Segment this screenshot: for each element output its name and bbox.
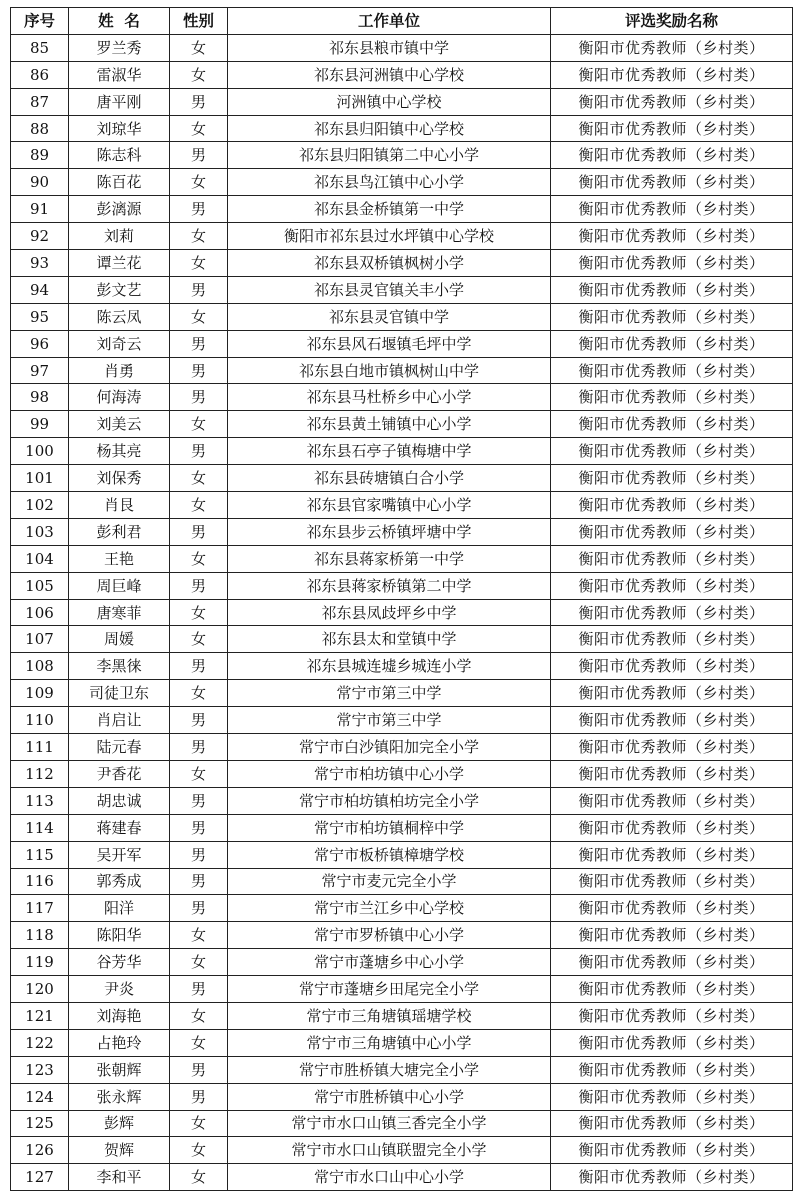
gender-cell: 女 xyxy=(170,1164,228,1191)
gender-cell: 女 xyxy=(170,169,228,196)
table-row xyxy=(11,1164,793,1191)
work-unit-cell: 常宁市罗桥镇中心小学 xyxy=(228,922,551,949)
table-row xyxy=(11,1137,793,1164)
gender-cell: 男 xyxy=(170,707,228,734)
work-unit-cell: 祁东县蒋家桥第一中学 xyxy=(228,545,551,572)
gender-cell: 男 xyxy=(170,357,228,384)
table-row xyxy=(11,196,793,223)
work-unit-cell: 常宁市第三中学 xyxy=(228,707,551,734)
table-row xyxy=(11,949,793,976)
gender-cell: 女 xyxy=(170,1029,228,1056)
award-name-cell: 衡阳市优秀教师（乡村类） xyxy=(551,545,793,572)
gender-cell: 女 xyxy=(170,61,228,88)
name-cell: 肖勇 xyxy=(69,357,170,384)
table-row xyxy=(11,895,793,922)
award-name-cell: 衡阳市优秀教师（乡村类） xyxy=(551,384,793,411)
award-name-cell: 衡阳市优秀教师（乡村类） xyxy=(551,707,793,734)
gender-cell: 女 xyxy=(170,1110,228,1137)
serial-number-cell: 116 xyxy=(11,868,69,895)
name-cell: 罗兰秀 xyxy=(69,34,170,61)
name-cell: 张永辉 xyxy=(69,1083,170,1110)
serial-number-cell: 106 xyxy=(11,599,69,626)
work-unit-cell: 常宁市水口山镇联盟完全小学 xyxy=(228,1137,551,1164)
serial-number-cell: 107 xyxy=(11,626,69,653)
serial-number-cell: 105 xyxy=(11,572,69,599)
serial-number-cell: 111 xyxy=(11,734,69,761)
work-unit-cell: 常宁市白沙镇阳加完全小学 xyxy=(228,734,551,761)
name-cell: 陆元春 xyxy=(69,734,170,761)
table-row xyxy=(11,357,793,384)
serial-number-cell: 94 xyxy=(11,276,69,303)
serial-number-cell: 109 xyxy=(11,680,69,707)
award-name-cell: 衡阳市优秀教师（乡村类） xyxy=(551,330,793,357)
work-unit-cell: 常宁市三角塘镇中心小学 xyxy=(228,1029,551,1056)
table-row xyxy=(11,1083,793,1110)
work-unit-cell: 祁东县灵官镇中学 xyxy=(228,303,551,330)
name-cell: 刘保秀 xyxy=(69,465,170,492)
serial-number-cell: 124 xyxy=(11,1083,69,1110)
award-name-cell: 衡阳市优秀教师（乡村类） xyxy=(551,814,793,841)
award-name-cell: 衡阳市优秀教师（乡村类） xyxy=(551,303,793,330)
name-cell: 尹香花 xyxy=(69,760,170,787)
name-cell: 周巨峰 xyxy=(69,572,170,599)
award-name-cell: 衡阳市优秀教师（乡村类） xyxy=(551,976,793,1003)
award-name-cell: 衡阳市优秀教师（乡村类） xyxy=(551,115,793,142)
name-cell: 张朝辉 xyxy=(69,1056,170,1083)
award-name-cell: 衡阳市优秀教师（乡村类） xyxy=(551,1137,793,1164)
serial-number-cell: 122 xyxy=(11,1029,69,1056)
gender-cell: 女 xyxy=(170,223,228,250)
name-cell: 王艳 xyxy=(69,545,170,572)
table-row xyxy=(11,599,793,626)
table-row xyxy=(11,1110,793,1137)
gender-cell: 女 xyxy=(170,465,228,492)
table-row xyxy=(11,814,793,841)
work-unit-cell: 衡阳市祁东县过水坪镇中心学校 xyxy=(228,223,551,250)
serial-number-cell: 100 xyxy=(11,438,69,465)
award-table xyxy=(10,7,793,1191)
award-name-cell: 衡阳市优秀教师（乡村类） xyxy=(551,1083,793,1110)
table-row xyxy=(11,976,793,1003)
table-row xyxy=(11,653,793,680)
gender-cell: 女 xyxy=(170,949,228,976)
table-row xyxy=(11,465,793,492)
table-row xyxy=(11,384,793,411)
award-name-cell: 衡阳市优秀教师（乡村类） xyxy=(551,1164,793,1191)
work-unit-cell: 常宁市水口山中心小学 xyxy=(228,1164,551,1191)
gender-cell: 男 xyxy=(170,142,228,169)
table-row xyxy=(11,1029,793,1056)
name-cell: 司徒卫东 xyxy=(69,680,170,707)
serial-number-cell: 99 xyxy=(11,411,69,438)
serial-number-cell: 110 xyxy=(11,707,69,734)
table-row xyxy=(11,34,793,61)
gender-cell: 男 xyxy=(170,1056,228,1083)
serial-number-cell: 118 xyxy=(11,922,69,949)
work-unit-cell: 祁东县归阳镇中心学校 xyxy=(228,115,551,142)
name-cell: 彭利君 xyxy=(69,518,170,545)
work-unit-cell: 祁东县马杜桥乡中心小学 xyxy=(228,384,551,411)
serial-number-cell: 127 xyxy=(11,1164,69,1191)
name-cell: 彭文艺 xyxy=(69,276,170,303)
work-unit-cell: 常宁市柏坊镇桐梓中学 xyxy=(228,814,551,841)
gender-cell: 男 xyxy=(170,384,228,411)
header-serial-number: 序号 xyxy=(11,8,69,35)
work-unit-cell: 祁东县粮市镇中学 xyxy=(228,34,551,61)
table-row xyxy=(11,1002,793,1029)
table-row xyxy=(11,868,793,895)
gender-cell: 女 xyxy=(170,1002,228,1029)
award-name-cell: 衡阳市优秀教师（乡村类） xyxy=(551,949,793,976)
serial-number-cell: 125 xyxy=(11,1110,69,1137)
work-unit-cell: 常宁市第三中学 xyxy=(228,680,551,707)
gender-cell: 女 xyxy=(170,626,228,653)
serial-number-cell: 104 xyxy=(11,545,69,572)
serial-number-cell: 85 xyxy=(11,34,69,61)
award-name-cell: 衡阳市优秀教师（乡村类） xyxy=(551,734,793,761)
award-name-cell: 衡阳市优秀教师（乡村类） xyxy=(551,88,793,115)
header-work-unit: 工作单位 xyxy=(228,8,551,35)
gender-cell: 男 xyxy=(170,196,228,223)
table-row xyxy=(11,734,793,761)
serial-number-cell: 126 xyxy=(11,1137,69,1164)
gender-cell: 女 xyxy=(170,1137,228,1164)
award-name-cell: 衡阳市优秀教师（乡村类） xyxy=(551,61,793,88)
name-cell: 陈云凤 xyxy=(69,303,170,330)
gender-cell: 女 xyxy=(170,680,228,707)
header-row xyxy=(11,8,793,35)
gender-cell: 男 xyxy=(170,518,228,545)
table-row xyxy=(11,61,793,88)
gender-cell: 男 xyxy=(170,438,228,465)
award-name-cell: 衡阳市优秀教师（乡村类） xyxy=(551,653,793,680)
serial-number-cell: 101 xyxy=(11,465,69,492)
work-unit-cell: 常宁市三角塘镇瑶塘学校 xyxy=(228,1002,551,1029)
table-row xyxy=(11,492,793,519)
work-unit-cell: 常宁市水口山镇三香完全小学 xyxy=(228,1110,551,1137)
award-name-cell: 衡阳市优秀教师（乡村类） xyxy=(551,895,793,922)
table-row xyxy=(11,760,793,787)
award-name-cell: 衡阳市优秀教师（乡村类） xyxy=(551,572,793,599)
serial-number-cell: 119 xyxy=(11,949,69,976)
header-award-name: 评选奖励名称 xyxy=(551,8,793,35)
gender-cell: 男 xyxy=(170,895,228,922)
serial-number-cell: 93 xyxy=(11,250,69,277)
work-unit-cell: 祁东县风石堰镇毛坪中学 xyxy=(228,330,551,357)
work-unit-cell: 常宁市板桥镇樟塘学校 xyxy=(228,841,551,868)
name-cell: 刘奇云 xyxy=(69,330,170,357)
work-unit-cell: 祁东县灵官镇关丰小学 xyxy=(228,276,551,303)
table-row xyxy=(11,545,793,572)
gender-cell: 男 xyxy=(170,976,228,1003)
award-name-cell: 衡阳市优秀教师（乡村类） xyxy=(551,868,793,895)
table-row xyxy=(11,411,793,438)
table-row xyxy=(11,518,793,545)
name-cell: 刘琼华 xyxy=(69,115,170,142)
name-cell: 雷淑华 xyxy=(69,61,170,88)
award-name-cell: 衡阳市优秀教师（乡村类） xyxy=(551,680,793,707)
work-unit-cell: 祁东县鸟江镇中心小学 xyxy=(228,169,551,196)
serial-number-cell: 95 xyxy=(11,303,69,330)
name-cell: 吴开军 xyxy=(69,841,170,868)
name-cell: 李黑徕 xyxy=(69,653,170,680)
serial-number-cell: 123 xyxy=(11,1056,69,1083)
serial-number-cell: 120 xyxy=(11,976,69,1003)
name-cell: 彭辉 xyxy=(69,1110,170,1137)
gender-cell: 女 xyxy=(170,250,228,277)
work-unit-cell: 祁东县凤歧坪乡中学 xyxy=(228,599,551,626)
gender-cell: 女 xyxy=(170,303,228,330)
work-unit-cell: 祁东县河洲镇中心学校 xyxy=(228,61,551,88)
work-unit-cell: 祁东县双桥镇枫树小学 xyxy=(228,250,551,277)
table-row xyxy=(11,922,793,949)
table-row xyxy=(11,1056,793,1083)
work-unit-cell: 常宁市兰江乡中心学校 xyxy=(228,895,551,922)
name-cell: 唐寒菲 xyxy=(69,599,170,626)
award-name-cell: 衡阳市优秀教师（乡村类） xyxy=(551,492,793,519)
table-row xyxy=(11,303,793,330)
award-name-cell: 衡阳市优秀教师（乡村类） xyxy=(551,841,793,868)
name-cell: 谭兰花 xyxy=(69,250,170,277)
table-row xyxy=(11,276,793,303)
name-cell: 陈阳华 xyxy=(69,922,170,949)
table-row xyxy=(11,330,793,357)
work-unit-cell: 祁东县太和堂镇中学 xyxy=(228,626,551,653)
gender-cell: 男 xyxy=(170,276,228,303)
name-cell: 刘海艳 xyxy=(69,1002,170,1029)
work-unit-cell: 祁东县城连墟乡城连小学 xyxy=(228,653,551,680)
table-row xyxy=(11,223,793,250)
gender-cell: 女 xyxy=(170,34,228,61)
award-name-cell: 衡阳市优秀教师（乡村类） xyxy=(551,196,793,223)
name-cell: 郭秀成 xyxy=(69,868,170,895)
serial-number-cell: 96 xyxy=(11,330,69,357)
award-name-cell: 衡阳市优秀教师（乡村类） xyxy=(551,626,793,653)
name-cell: 李和平 xyxy=(69,1164,170,1191)
work-unit-cell: 祁东县金桥镇第一中学 xyxy=(228,196,551,223)
gender-cell: 男 xyxy=(170,572,228,599)
name-cell: 胡忠诚 xyxy=(69,787,170,814)
serial-number-cell: 90 xyxy=(11,169,69,196)
award-name-cell: 衡阳市优秀教师（乡村类） xyxy=(551,1002,793,1029)
name-cell: 何海涛 xyxy=(69,384,170,411)
award-name-cell: 衡阳市优秀教师（乡村类） xyxy=(551,1029,793,1056)
award-name-cell: 衡阳市优秀教师（乡村类） xyxy=(551,223,793,250)
work-unit-cell: 常宁市柏坊镇中心小学 xyxy=(228,760,551,787)
serial-number-cell: 103 xyxy=(11,518,69,545)
work-unit-cell: 祁东县砖塘镇白合小学 xyxy=(228,465,551,492)
award-name-cell: 衡阳市优秀教师（乡村类） xyxy=(551,411,793,438)
award-name-cell: 衡阳市优秀教师（乡村类） xyxy=(551,922,793,949)
award-name-cell: 衡阳市优秀教师（乡村类） xyxy=(551,357,793,384)
name-cell: 唐平刚 xyxy=(69,88,170,115)
gender-cell: 男 xyxy=(170,787,228,814)
serial-number-cell: 117 xyxy=(11,895,69,922)
serial-number-cell: 102 xyxy=(11,492,69,519)
work-unit-cell: 常宁市蓬塘乡田尾完全小学 xyxy=(228,976,551,1003)
work-unit-cell: 常宁市蓬塘乡中心小学 xyxy=(228,949,551,976)
work-unit-cell: 祁东县官家嘴镇中心小学 xyxy=(228,492,551,519)
serial-number-cell: 87 xyxy=(11,88,69,115)
gender-cell: 男 xyxy=(170,330,228,357)
work-unit-cell: 祁东县步云桥镇坪塘中学 xyxy=(228,518,551,545)
serial-number-cell: 121 xyxy=(11,1002,69,1029)
name-cell: 肖艮 xyxy=(69,492,170,519)
award-name-cell: 衡阳市优秀教师（乡村类） xyxy=(551,1110,793,1137)
serial-number-cell: 98 xyxy=(11,384,69,411)
table-row xyxy=(11,438,793,465)
serial-number-cell: 97 xyxy=(11,357,69,384)
award-name-cell: 衡阳市优秀教师（乡村类） xyxy=(551,599,793,626)
table-row xyxy=(11,142,793,169)
serial-number-cell: 91 xyxy=(11,196,69,223)
table-row xyxy=(11,680,793,707)
work-unit-cell: 祁东县蒋家桥镇第二中学 xyxy=(228,572,551,599)
table-row xyxy=(11,841,793,868)
gender-cell: 女 xyxy=(170,545,228,572)
gender-cell: 女 xyxy=(170,599,228,626)
work-unit-cell: 河洲镇中心学校 xyxy=(228,88,551,115)
work-unit-cell: 常宁市胜桥镇大塘完全小学 xyxy=(228,1056,551,1083)
name-cell: 蒋建春 xyxy=(69,814,170,841)
award-name-cell: 衡阳市优秀教师（乡村类） xyxy=(551,34,793,61)
serial-number-cell: 86 xyxy=(11,61,69,88)
table-row xyxy=(11,88,793,115)
gender-cell: 女 xyxy=(170,760,228,787)
work-unit-cell: 常宁市麦元完全小学 xyxy=(228,868,551,895)
award-name-cell: 衡阳市优秀教师（乡村类） xyxy=(551,518,793,545)
gender-cell: 男 xyxy=(170,734,228,761)
name-cell: 陈志科 xyxy=(69,142,170,169)
header-gender: 性别 xyxy=(170,8,228,35)
name-cell: 杨其亮 xyxy=(69,438,170,465)
gender-cell: 男 xyxy=(170,841,228,868)
name-cell: 刘莉 xyxy=(69,223,170,250)
award-list-sheet xyxy=(10,7,792,1191)
work-unit-cell: 祁东县白地市镇枫树山中学 xyxy=(228,357,551,384)
award-name-cell: 衡阳市优秀教师（乡村类） xyxy=(551,169,793,196)
gender-cell: 男 xyxy=(170,88,228,115)
table-row xyxy=(11,787,793,814)
work-unit-cell: 常宁市胜桥镇中心小学 xyxy=(228,1083,551,1110)
name-cell: 阳洋 xyxy=(69,895,170,922)
gender-cell: 男 xyxy=(170,653,228,680)
work-unit-cell: 祁东县石亭子镇梅塘中学 xyxy=(228,438,551,465)
name-cell: 彭漓源 xyxy=(69,196,170,223)
name-cell: 占艳玲 xyxy=(69,1029,170,1056)
gender-cell: 女 xyxy=(170,411,228,438)
gender-cell: 女 xyxy=(170,492,228,519)
serial-number-cell: 113 xyxy=(11,787,69,814)
header-name: 姓 名 xyxy=(69,8,170,35)
serial-number-cell: 114 xyxy=(11,814,69,841)
work-unit-cell: 常宁市柏坊镇柏坊完全小学 xyxy=(228,787,551,814)
name-cell: 刘美云 xyxy=(69,411,170,438)
gender-cell: 女 xyxy=(170,115,228,142)
table-body xyxy=(11,34,793,1190)
gender-cell: 女 xyxy=(170,922,228,949)
award-name-cell: 衡阳市优秀教师（乡村类） xyxy=(551,438,793,465)
work-unit-cell: 祁东县黄土铺镇中心小学 xyxy=(228,411,551,438)
award-name-cell: 衡阳市优秀教师（乡村类） xyxy=(551,787,793,814)
table-row xyxy=(11,169,793,196)
table-row xyxy=(11,250,793,277)
name-cell: 贺辉 xyxy=(69,1137,170,1164)
name-cell: 谷芳华 xyxy=(69,949,170,976)
table-row xyxy=(11,115,793,142)
gender-cell: 男 xyxy=(170,1083,228,1110)
gender-cell: 男 xyxy=(170,868,228,895)
table-row xyxy=(11,626,793,653)
serial-number-cell: 88 xyxy=(11,115,69,142)
work-unit-cell: 祁东县归阳镇第二中心小学 xyxy=(228,142,551,169)
table-row xyxy=(11,707,793,734)
award-name-cell: 衡阳市优秀教师（乡村类） xyxy=(551,142,793,169)
serial-number-cell: 89 xyxy=(11,142,69,169)
name-cell: 尹炎 xyxy=(69,976,170,1003)
serial-number-cell: 108 xyxy=(11,653,69,680)
award-name-cell: 衡阳市优秀教师（乡村类） xyxy=(551,1056,793,1083)
award-name-cell: 衡阳市优秀教师（乡村类） xyxy=(551,465,793,492)
award-name-cell: 衡阳市优秀教师（乡村类） xyxy=(551,760,793,787)
award-name-cell: 衡阳市优秀教师（乡村类） xyxy=(551,250,793,277)
serial-number-cell: 112 xyxy=(11,760,69,787)
serial-number-cell: 115 xyxy=(11,841,69,868)
award-name-cell: 衡阳市优秀教师（乡村类） xyxy=(551,276,793,303)
name-cell: 陈百花 xyxy=(69,169,170,196)
name-cell: 肖启让 xyxy=(69,707,170,734)
table-row xyxy=(11,572,793,599)
gender-cell: 男 xyxy=(170,814,228,841)
name-cell: 周媛 xyxy=(69,626,170,653)
serial-number-cell: 92 xyxy=(11,223,69,250)
